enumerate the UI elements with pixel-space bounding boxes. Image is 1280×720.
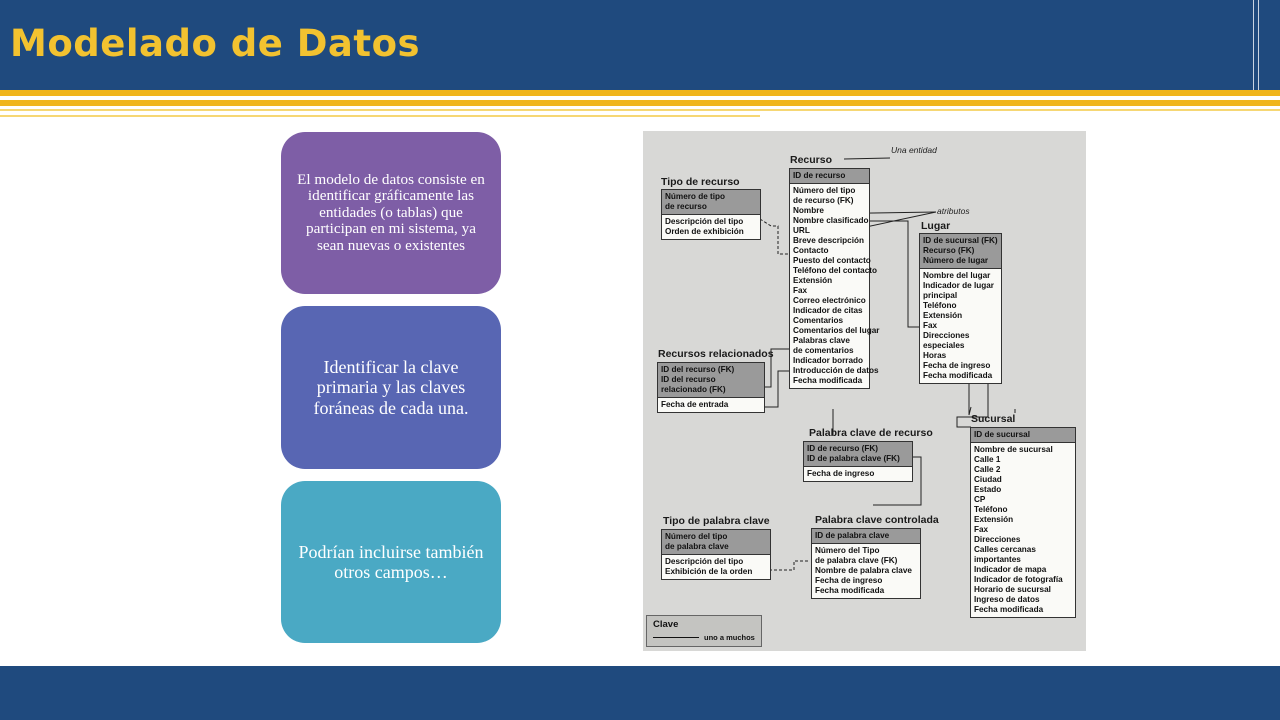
field: Teléfono: [974, 505, 1008, 514]
entity-title-lugar: Lugar: [921, 220, 951, 232]
accent-stripe-thin: [0, 109, 1280, 111]
field: principal: [923, 291, 958, 300]
entity-lugar: [919, 233, 1002, 384]
field: Fecha modificada: [923, 371, 993, 380]
field: Indicador borrado: [793, 356, 864, 365]
text-box-label: El modelo de datos consiste en identificar gráficamente las entidades (o tablas) que participan en mi sistema, ya sean nuevas o existentes: [297, 170, 485, 254]
entity-keys: [662, 530, 770, 555]
field: Nombre: [793, 206, 824, 215]
key-field: ID del recurso: [661, 375, 716, 384]
legend-label: uno a muchos: [704, 633, 755, 642]
field: Direcciones: [974, 535, 1021, 544]
entity-fields: [971, 443, 1075, 617]
key-field: ID de sucursal: [974, 430, 1030, 439]
key-field: ID de sucursal (FK): [923, 236, 998, 245]
field: de comentarios: [793, 346, 854, 355]
entity-keys: [790, 169, 869, 184]
field: Nombre clasificado: [793, 216, 869, 225]
text-box-other-fields: [281, 481, 501, 643]
field: Indicador de lugar: [923, 281, 994, 290]
entity-fields: [658, 398, 764, 412]
field: Ingreso de datos: [974, 595, 1040, 604]
field: Orden de exhibición: [665, 227, 744, 236]
field: Fecha de ingreso: [815, 576, 883, 585]
entity-palabra-clave-recurso: [803, 441, 913, 482]
entity-fields: [804, 467, 912, 481]
key-field: Número de tipo: [665, 192, 726, 201]
key-field: Número de lugar: [923, 256, 989, 265]
entity-title-recurso: Recurso: [790, 154, 833, 166]
field: Fecha modificada: [815, 586, 885, 595]
field: Horas: [923, 351, 947, 360]
entity-title-palabra-clave-recurso: Palabra clave de recurso: [809, 427, 933, 439]
field: Contacto: [793, 246, 829, 255]
field: Extensión: [974, 515, 1014, 524]
field: Teléfono: [923, 301, 957, 310]
header-divider-line: [1253, 0, 1254, 92]
diagram-legend: [646, 615, 762, 647]
field: Estado: [974, 485, 1002, 494]
entity-fields: [790, 184, 880, 388]
entity-recurso: [789, 168, 880, 389]
field: Comentarios: [793, 316, 844, 325]
field: Extensión: [793, 276, 833, 285]
field: Indicador de fotografía: [974, 575, 1063, 584]
field: Indicador de mapa: [974, 565, 1047, 574]
entity-title-sucursal: Sucursal: [971, 413, 1016, 425]
field: Descripción del tipo: [665, 217, 744, 226]
text-box-data-model: [281, 132, 501, 294]
field: de recurso (FK): [793, 196, 854, 205]
field: importantes: [974, 555, 1021, 564]
text-box-label: Identificar la clave primaria y las claves foráneas de cada una.: [313, 357, 469, 418]
field: Fax: [974, 525, 989, 534]
field: Calles cercanas: [974, 545, 1036, 554]
entity-title-palabra-clave-controlada: Palabra clave controlada: [815, 514, 939, 526]
key-field: ID de palabra clave: [815, 531, 890, 540]
field: Número del Tipo: [815, 546, 880, 555]
text-box-keys: [281, 306, 501, 469]
legend-line: [653, 637, 699, 638]
header-divider-line: [1258, 0, 1259, 92]
field: URL: [793, 226, 810, 235]
key-field: Número del tipo: [665, 532, 728, 541]
field: Ciudad: [974, 475, 1002, 484]
entity-title-recursos-relacionados: Recursos relacionados: [658, 348, 774, 360]
field: Fecha modificada: [974, 605, 1044, 614]
field: Nombre del lugar: [923, 271, 991, 280]
key-field: ID del recurso (FK): [661, 365, 735, 374]
entity-recursos-relacionados: [657, 362, 765, 413]
legend-title: Clave: [653, 619, 679, 630]
field: Indicador de citas: [793, 306, 863, 315]
field: Nombre de palabra clave: [815, 566, 912, 575]
field: de palabra clave (FK): [815, 556, 898, 565]
entity-tipo-recurso: [661, 189, 761, 240]
entity-keys: [971, 428, 1075, 443]
slide-title: Modelado de Datos: [10, 22, 421, 65]
accent-stripe-thin: [0, 115, 760, 117]
key-field: de palabra clave: [665, 542, 729, 551]
key-field: ID de recurso (FK): [807, 444, 878, 453]
field: Comentarios del lugar: [793, 326, 880, 335]
field: Fecha de ingreso: [807, 469, 875, 478]
entity-keys: [658, 363, 764, 398]
field: Fecha modificada: [793, 376, 863, 385]
entity-title-tipo-palabra-clave: Tipo de palabra clave: [663, 515, 770, 527]
field: Horario de sucursal: [974, 585, 1051, 594]
field: Fax: [923, 321, 938, 330]
key-field: de recurso: [665, 202, 707, 211]
field: Calle 2: [974, 465, 1001, 474]
field: Calle 1: [974, 455, 1001, 464]
field: Fax: [793, 286, 808, 295]
entity-sucursal: [970, 427, 1076, 618]
accent-stripe: [0, 90, 1280, 96]
field: Breve descripción: [793, 236, 864, 245]
accent-stripe: [0, 100, 1280, 106]
field: Fecha de entrada: [661, 400, 729, 409]
er-diagram-image: [643, 131, 1086, 651]
field: Descripción del tipo: [665, 557, 744, 566]
entity-keys: [920, 234, 1001, 269]
header-band: [0, 0, 1280, 90]
field: CP: [974, 495, 986, 504]
field: Puesto del contacto: [793, 256, 871, 265]
field: Fecha de ingreso: [923, 361, 991, 370]
field: Introducción de datos: [793, 366, 879, 375]
key-field: ID de recurso: [793, 171, 846, 180]
field: Direcciones: [923, 331, 970, 340]
field: Correo electrónico: [793, 296, 866, 305]
field: Extensión: [923, 311, 963, 320]
entity-fields: [662, 555, 770, 579]
field: Nombre de sucursal: [974, 445, 1053, 454]
field: Palabras clave: [793, 336, 850, 345]
entity-keys: [662, 190, 760, 215]
entity-fields: [662, 215, 760, 239]
field: Teléfono del contacto: [793, 266, 878, 275]
entity-tipo-palabra-clave: [661, 529, 771, 580]
field: especiales: [923, 341, 965, 350]
text-box-label: Podrían incluirse también otros campos…: [298, 541, 484, 582]
footer-band: [0, 666, 1280, 720]
entity-title-tipo-recurso: Tipo de recurso: [661, 176, 740, 188]
entity-fields: [812, 544, 920, 598]
field: Exhibición de la orden: [665, 567, 753, 576]
entity-fields: [920, 269, 1001, 383]
annotation-attributes: atributos: [937, 206, 970, 216]
key-field: relacionado (FK): [661, 385, 726, 394]
entity-keys: [812, 529, 920, 544]
field: Número del tipo: [793, 186, 856, 195]
key-field: ID de palabra clave (FK): [807, 454, 900, 463]
entity-keys: [804, 442, 912, 467]
annotation-entity: Una entidad: [891, 145, 937, 155]
entity-palabra-clave-controlada: [811, 528, 921, 599]
key-field: Recurso (FK): [923, 246, 975, 255]
